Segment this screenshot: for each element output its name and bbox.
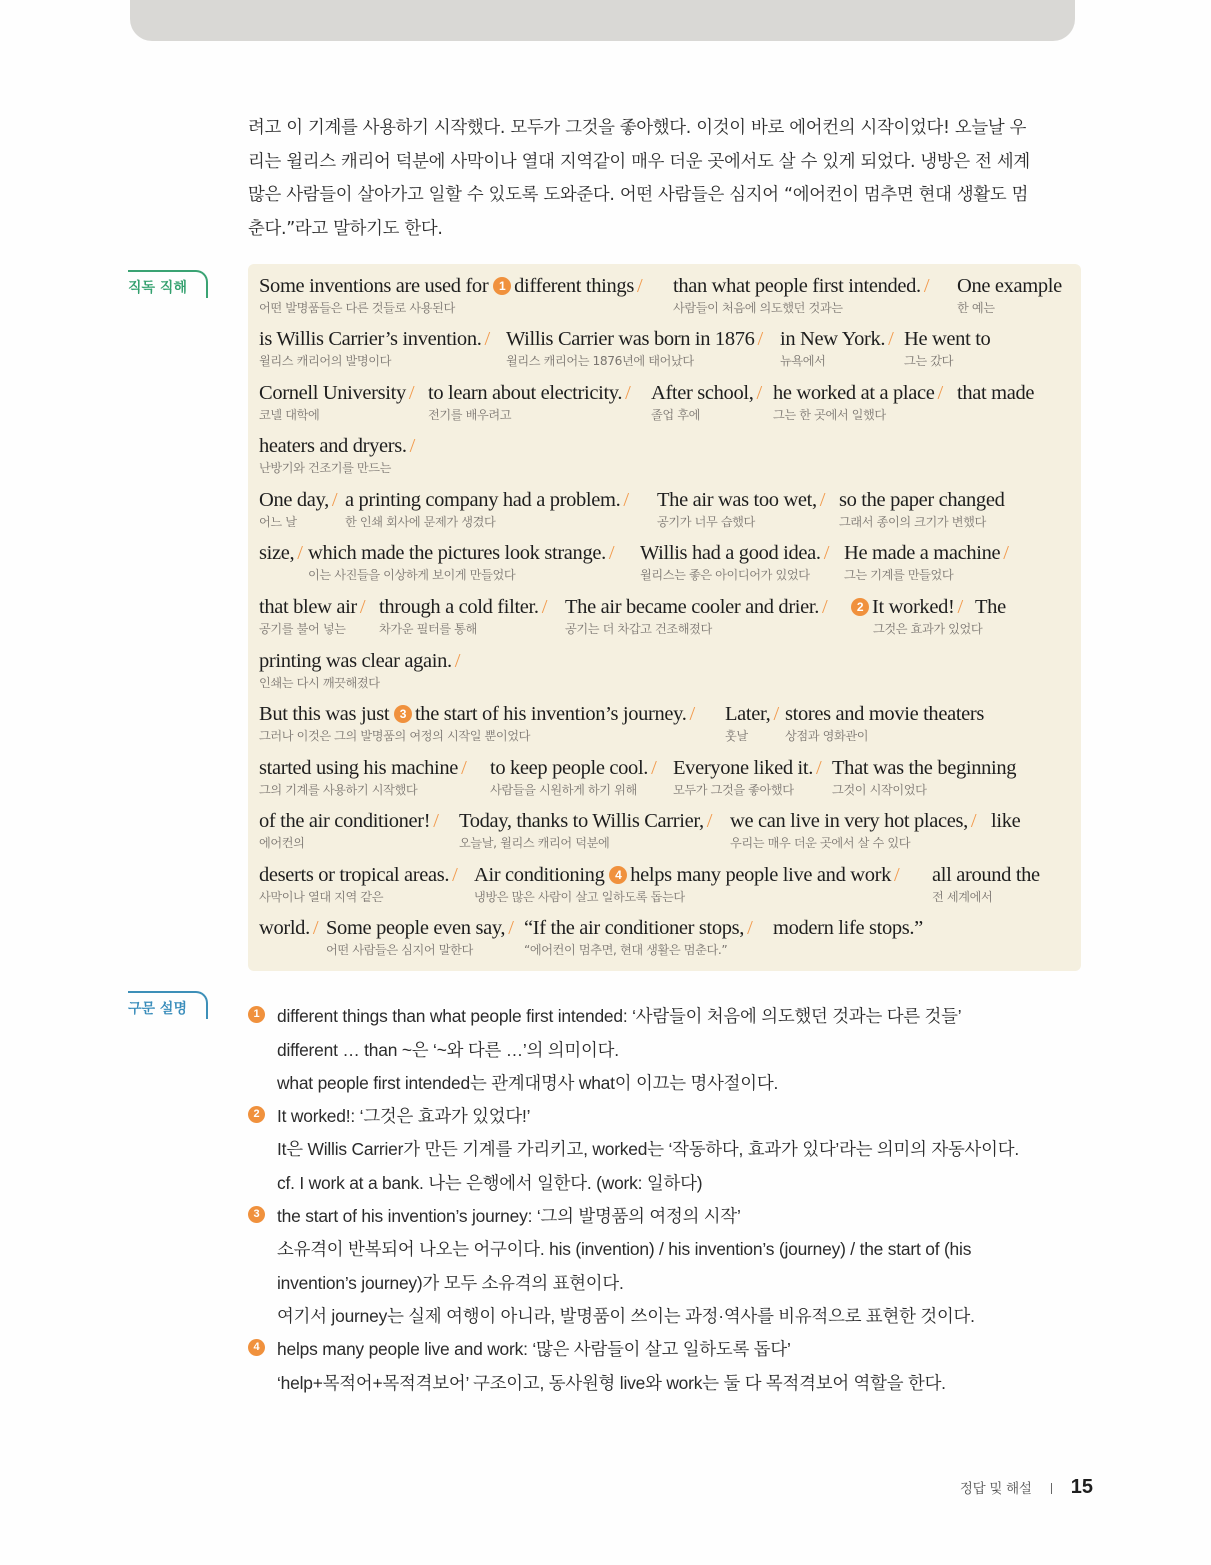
reading-chunk <box>991 808 1020 834</box>
reading-chunk <box>975 594 1006 620</box>
reading-chunk <box>259 594 368 638</box>
english-text: to learn about electricity. <box>428 382 623 404</box>
chunk-divider-slash: / <box>816 757 822 779</box>
english-text: the start of his invention’s journey. <box>414 703 687 725</box>
reading-chunk <box>657 487 828 531</box>
english-text: deserts or tropical areas. <box>259 864 450 886</box>
english-text: helps many people live and work <box>630 864 891 886</box>
korean-translation: 어떤 발명품들은 다른 것들로 사용된다 <box>259 301 455 315</box>
chunk-divider-slash: / <box>757 328 763 350</box>
english-text: Willis Carrier was born in 1876 <box>506 328 755 350</box>
korean-translation: 그의 기계를 사용하기 시작했다 <box>259 783 418 797</box>
note-text: ‘help+목적어+목적격보어’ 구조이고, 동사원형 live와 work는 둘 다 목적격보어 역할을 한다. <box>277 1373 946 1393</box>
reading-translation-box <box>248 264 1081 971</box>
chunk-divider-slash: / <box>452 864 458 886</box>
korean-translation: 졸업 후에 <box>651 408 700 422</box>
note-heading: the start of his invention’s journey: ‘그의 발명품의 여정의 시작’ <box>277 1206 741 1226</box>
note-number-badge: 3 <box>394 705 412 723</box>
reading-chunk <box>259 755 469 799</box>
reading-chunk <box>259 648 463 692</box>
english-text: Air conditioning <box>474 864 605 886</box>
english-text: modern life stops.” <box>773 917 923 939</box>
english-text: “If the air conditioner stops, <box>524 917 745 939</box>
english-text: is Willis Carrier’s invention. <box>259 328 482 350</box>
english-text: started using his machine <box>259 757 459 779</box>
chunk-divider-slash: / <box>508 917 514 939</box>
english-text: The <box>975 596 1006 618</box>
reading-chunk <box>851 594 982 638</box>
reading-chunk <box>640 540 832 584</box>
reading-chunk <box>839 487 1004 531</box>
chunk-divider-slash: / <box>689 703 695 725</box>
chunk-divider-slash: / <box>541 596 548 618</box>
note-number-badge: 1 <box>248 1006 265 1023</box>
reading-chunk <box>773 915 923 941</box>
note-text: 여기서 journey는 실제 여행이 아니라, 발명품이 쓰이는 과정·역사를 비유적으로 표현한 것이다. <box>277 1306 975 1326</box>
english-text: It worked! <box>872 596 955 618</box>
korean-translation: 인쇄는 다시 깨끗해졌다 <box>259 676 380 690</box>
chunk-divider-slash: / <box>608 542 615 564</box>
english-text: Some inventions are used for <box>259 275 489 297</box>
reading-chunk <box>308 540 617 584</box>
korean-translation: 훗날 <box>725 729 748 743</box>
intro-paragraph <box>248 112 1082 246</box>
reading-chunk <box>459 808 715 852</box>
korean-translation: 그러나 이것은 그의 발명품의 여정의 시작일 뿐이었다 <box>259 729 531 743</box>
korean-translation: 그는 기계를 만들었다 <box>844 568 954 582</box>
reading-chunk <box>932 862 1040 906</box>
english-text: that made <box>957 382 1035 404</box>
chunk-divider-slash: / <box>461 757 467 779</box>
reading-chunk <box>259 915 321 941</box>
korean-translation: 사람들이 처음에 의도했던 것과는 <box>673 301 843 315</box>
english-text: different things <box>514 275 634 297</box>
note-heading: different things than what people first intended: ‘사람들이 처음에 의도했던 것과는 다른 것들’ <box>277 1006 962 1026</box>
english-text: After school, <box>651 382 754 404</box>
reading-chunk <box>259 326 493 370</box>
chunk-divider-slash: / <box>484 328 490 350</box>
english-text: One day, <box>259 489 329 511</box>
note-number-badge: 2 <box>248 1106 265 1123</box>
korean-translation: “에어컨이 멈추면, 현대 생활은 멈춘다.” <box>524 943 728 957</box>
korean-translation: 전기를 배우려고 <box>428 408 512 422</box>
intro-line: 리는 윌리스 캐리어 덕분에 사막이나 열대 지역같이 매우 더운 곳에서도 살 수 있게 되었다. 냉방은 전 세계 <box>248 151 1030 172</box>
chunk-divider-slash: / <box>433 810 439 832</box>
korean-translation: 공기는 더 차갑고 건조해졌다 <box>565 622 712 636</box>
english-text: through a cold filter. <box>379 596 539 618</box>
chunk-divider-slash: / <box>773 703 779 725</box>
english-text: a printing company had a problem. <box>345 489 621 511</box>
reading-chunk <box>345 487 632 531</box>
reading-chunk <box>524 915 755 959</box>
korean-translation: 공기가 너무 습했다 <box>657 515 755 529</box>
chunk-divider-slash: / <box>636 275 643 297</box>
english-text: of the air conditioner! <box>259 810 431 832</box>
note-text: It은 Willis Carrier가 만든 기계를 가리키고, worked는 ‘작동하다, 효과가 있다’라는 의미의 자동사이다. <box>277 1139 1019 1159</box>
reading-chunk <box>259 808 442 852</box>
note-text: invention’s journey)가 모두 소유격의 표현이다. <box>277 1273 624 1293</box>
korean-translation: 차가운 필터를 통해 <box>379 622 477 636</box>
reading-chunk <box>957 380 1034 406</box>
footer-section-label: 정답 및 해설 <box>959 1481 1032 1497</box>
english-text: Everyone liked it. <box>673 757 814 779</box>
note-number-badge: 4 <box>248 1339 265 1356</box>
reading-chunk <box>651 380 765 424</box>
korean-translation: 공기를 불어 넣는 <box>259 622 346 636</box>
top-header-bar <box>130 0 1075 41</box>
reading-chunk <box>259 273 645 317</box>
korean-translation: 에어컨의 <box>259 836 305 850</box>
reading-chunk <box>832 755 1016 799</box>
reading-chunk <box>506 326 766 370</box>
grammar-section-label: 구문 설명 <box>128 991 208 1019</box>
reading-chunk <box>725 701 782 745</box>
chunk-divider-slash: / <box>937 382 943 404</box>
chunk-divider-slash: / <box>823 542 830 564</box>
english-text: size, <box>259 542 295 564</box>
reading-chunk <box>780 326 897 370</box>
english-text: heaters and dryers. <box>259 435 407 457</box>
chunk-divider-slash: / <box>408 382 415 404</box>
intro-line: 춘다.”라고 말하기도 한다. <box>248 218 443 239</box>
chunk-divider-slash: / <box>819 489 826 511</box>
korean-translation: 윌리스는 좋은 아이디어가 있었다 <box>640 568 810 582</box>
english-text: One example <box>957 275 1062 297</box>
english-text: Later, <box>725 703 771 725</box>
korean-translation: 그것은 효과가 있었다 <box>873 622 983 636</box>
korean-translation: 사막이나 열대 지역 같은 <box>259 890 384 904</box>
chunk-divider-slash: / <box>893 864 900 886</box>
reading-chunk <box>730 808 979 852</box>
reading-chunk <box>259 433 418 477</box>
korean-translation: 어느 날 <box>259 515 297 529</box>
korean-translation: 상점과 영화관이 <box>785 729 869 743</box>
korean-translation: 모두가 그것을 좋아했다 <box>673 783 794 797</box>
korean-translation: 난방기와 건조기를 만드는 <box>259 461 392 475</box>
english-text: all around the <box>932 864 1040 886</box>
reading-chunk <box>673 755 824 799</box>
english-text: That was the beginning <box>832 757 1017 779</box>
english-text: we can live in very hot places, <box>730 810 968 832</box>
english-text: Today, thanks to Willis Carrier, <box>459 810 704 832</box>
reading-chunk <box>773 380 946 424</box>
korean-translation: 어떤 사람들은 심지어 말한다 <box>326 943 473 957</box>
english-text: The air was too wet, <box>657 489 817 511</box>
korean-translation: 한 예는 <box>957 301 995 315</box>
korean-translation: 냉방은 많은 사람이 살고 일하도록 돕는다 <box>474 890 685 904</box>
english-text: to keep people cool. <box>490 757 649 779</box>
reading-chunk <box>379 594 550 638</box>
footer-divider <box>1051 1483 1052 1494</box>
reading-chunk <box>428 380 634 424</box>
reading-chunk <box>259 540 306 566</box>
korean-translation: 한 인쇄 회사에 문제가 생겼다 <box>345 515 496 529</box>
korean-translation: 그래서 종이의 크기가 변했다 <box>839 515 986 529</box>
reading-chunk <box>259 380 417 424</box>
english-text: Cornell University <box>259 382 406 404</box>
chunk-divider-slash: / <box>1003 542 1009 564</box>
reading-chunk <box>673 273 932 317</box>
intro-line: 려고 이 기계를 사용하기 시작했다. 모두가 그것을 좋아했다. 이것이 바로 에어컨의 시작이었다! 오늘날 우 <box>248 118 1027 138</box>
chunk-divider-slash: / <box>297 542 303 564</box>
korean-translation: 그는 한 곳에서 일했다 <box>773 408 886 422</box>
english-text: which made the pictures look strange. <box>308 542 606 564</box>
reading-chunk <box>259 701 698 745</box>
english-text: He went to <box>904 328 991 350</box>
korean-translation: 뉴욕에서 <box>780 354 826 368</box>
chunk-divider-slash: / <box>409 435 415 457</box>
korean-translation: 코넬 대학에 <box>259 408 320 422</box>
reading-section-label: 직독 직해 <box>128 270 208 298</box>
reading-chunk <box>474 862 902 906</box>
chunk-divider-slash: / <box>625 382 631 404</box>
chunk-divider-slash: / <box>923 275 930 297</box>
korean-translation: 사람들을 시원하게 하기 위해 <box>490 783 637 797</box>
chunk-divider-slash: / <box>651 757 657 779</box>
english-text: in New York. <box>780 328 886 350</box>
page-footer <box>960 1476 1093 1499</box>
korean-translation: 전 세계에서 <box>932 890 993 904</box>
page-number: 15 <box>1070 1476 1093 1498</box>
reading-chunk <box>785 701 984 745</box>
note-number-badge: 3 <box>248 1206 265 1223</box>
english-text: He made a machine <box>844 542 1001 564</box>
chunk-divider-slash: / <box>312 917 319 939</box>
reading-chunk <box>326 915 517 959</box>
reading-chunk <box>844 540 1012 584</box>
korean-translation: 오늘날, 윌리스 캐리어 덕분에 <box>459 836 610 850</box>
chunk-divider-slash: / <box>888 328 894 350</box>
chunk-divider-slash: / <box>957 596 963 618</box>
english-text: But this was just <box>259 703 390 725</box>
chunk-divider-slash: / <box>454 650 461 672</box>
note-text: different … than ~은 ‘~와 다른 …’의 의미이다. <box>277 1040 619 1060</box>
reading-chunk <box>259 487 340 531</box>
chunk-divider-slash: / <box>970 810 977 832</box>
english-text: like <box>991 810 1021 832</box>
korean-translation: 우리는 매우 더운 곳에서 살 수 있다 <box>730 836 911 850</box>
english-text: The air became cooler and drier. <box>565 596 820 618</box>
english-text: than what people first intended. <box>673 275 921 297</box>
korean-translation: 윌리스 캐리어의 발명이다 <box>259 354 392 368</box>
chunk-divider-slash: / <box>359 596 366 618</box>
note-number-badge: 1 <box>493 277 511 295</box>
english-text: that blew air <box>259 596 357 618</box>
chunk-divider-slash: / <box>706 810 713 832</box>
intro-line: 많은 사람들이 살아가고 일할 수 있도록 도와준다. 어떤 사람들은 심지어 “에어컨이 멈추면 현대 생활도 멈 <box>248 185 1029 205</box>
reading-chunk <box>565 594 830 638</box>
note-text: what people first intended는 관계대명사 what이 이끄는 명사절이다. <box>277 1073 779 1093</box>
korean-translation: 그는 갔다 <box>904 354 953 368</box>
note-number-badge: 4 <box>609 866 627 884</box>
note-heading: helps many people live and work: ‘많은 사람들이 살고 일하도록 돕다’ <box>277 1339 791 1359</box>
english-text: he worked at a place <box>773 382 935 404</box>
chunk-divider-slash: / <box>756 382 762 404</box>
chunk-divider-slash: / <box>623 489 629 511</box>
korean-translation: 그것이 시작이었다 <box>832 783 927 797</box>
english-text: printing was clear again. <box>259 650 452 672</box>
english-text: so the paper changed <box>839 489 1005 511</box>
korean-translation: 윌리스 캐리어는 1876년에 태어났다 <box>506 354 694 368</box>
reading-chunk <box>957 273 1062 317</box>
note-text: 소유격이 반복되어 나오는 어구이다. his (invention) / his invention’s (journey) / the start of (his <box>277 1239 972 1259</box>
chunk-divider-slash: / <box>747 917 753 939</box>
korean-translation: 이는 사진들을 이상하게 보이게 만들었다 <box>308 568 516 582</box>
reading-chunk <box>259 862 460 906</box>
note-number-badge: 2 <box>851 598 869 616</box>
english-text: stores and movie theaters <box>785 703 985 725</box>
english-text: world. <box>259 917 310 939</box>
chunk-divider-slash: / <box>822 596 828 618</box>
reading-chunk <box>490 755 659 799</box>
note-text: cf. I work at a bank. 나는 은행에서 일한다. (work: 일하다) <box>277 1173 703 1193</box>
note-heading: It worked!: ‘그것은 효과가 있었다!’ <box>277 1106 531 1126</box>
english-text: Some people even say, <box>326 917 506 939</box>
reading-chunk <box>904 326 990 370</box>
chunk-divider-slash: / <box>331 489 338 511</box>
english-text: Willis had a good idea. <box>640 542 821 564</box>
